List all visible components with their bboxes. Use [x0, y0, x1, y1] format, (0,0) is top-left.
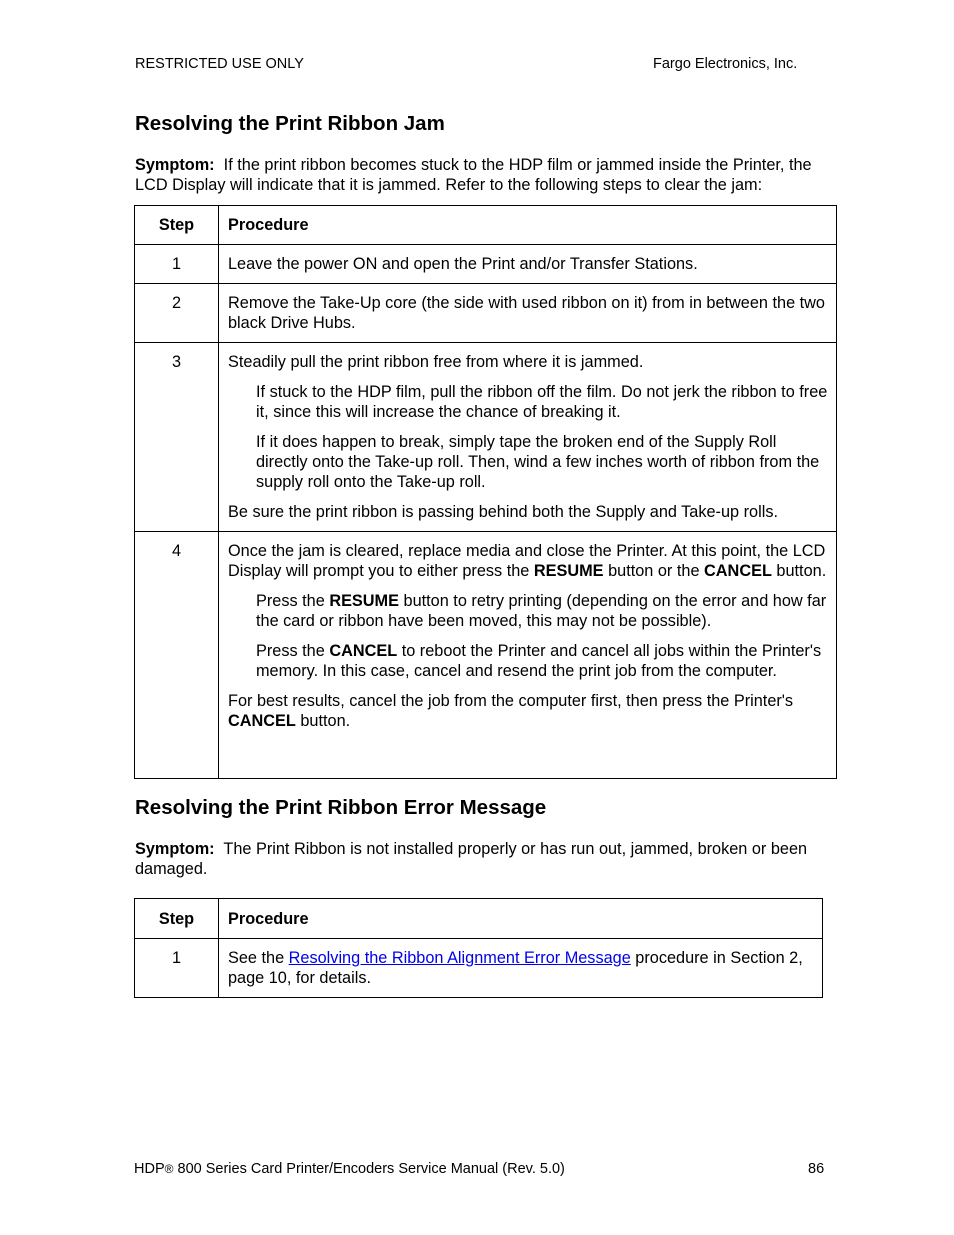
table-row: [135, 532, 837, 779]
ribbon-alignment-error-link[interactable]: Resolving the Ribbon Alignment Error Message: [288, 949, 631, 967]
procedure-note: Be sure the print ribbon is passing behind both the Supply and Take-up rolls.: [228, 503, 778, 521]
procedure-subtext: If it does happen to break, simply tape the broken end of the Supply Roll directly onto the Take-up roll. Then, wind a few inches worth of ribbon from the supply roll onto the Take-up roll.: [256, 433, 820, 491]
symptom-label: Symptom:: [135, 840, 215, 858]
footer-manual-title: HDP® 800 Series Card Printer/Encoders Service Manual (Rev. 5.0): [134, 1161, 565, 1177]
table-row: [135, 343, 837, 532]
table-row: [135, 939, 823, 998]
procedure-text: See the Resolving the Ribbon Alignment Error Message procedure in Section 2, page 10, for details.: [228, 949, 803, 987]
step-number: 4: [171, 542, 182, 560]
header-company: Fargo Electronics, Inc.: [653, 56, 798, 72]
symptom-label: Symptom:: [135, 156, 215, 174]
step-number: 2: [171, 294, 182, 312]
column-header-procedure: Procedure: [219, 206, 837, 245]
section-title-ribbon-error: Resolving the Print Ribbon Error Message: [135, 796, 547, 819]
symptom-ribbon-error: [135, 839, 835, 879]
resume-keyword: RESUME: [533, 562, 604, 580]
column-header-step: Step: [135, 206, 219, 245]
symptom-ribbon-jam: [135, 155, 835, 195]
cancel-keyword: CANCEL: [704, 562, 772, 580]
header-restricted-notice: RESTRICTED USE ONLY: [135, 56, 304, 72]
step-number: 1: [171, 255, 182, 273]
table-header-row: [135, 899, 823, 939]
table-row: [135, 245, 837, 284]
procedure-text: Leave the power ON and open the Print and/or Transfer Stations.: [228, 255, 698, 273]
registered-mark: ®: [164, 1162, 174, 1176]
procedure-table-ribbon-jam: [134, 205, 837, 779]
step-number: 3: [171, 353, 182, 371]
procedure-note: For best results, cancel the job from the computer first, then press the Printer's CANCEL button.: [228, 692, 794, 730]
procedure-subtext: Press the RESUME button to retry printing (depending on the error and how far the card or ribbon have been moved, this may not be possible).: [256, 592, 827, 630]
procedure-text: Steadily pull the print ribbon free from where it is jammed.: [228, 353, 644, 371]
table-header-row: [135, 206, 837, 245]
procedure-subtext: If stuck to the HDP film, pull the ribbon off the film. Do not jerk the ribbon to free it, since this will increase the chance of breaking it.: [256, 383, 828, 421]
step-number: 1: [171, 949, 182, 967]
column-header-step: Step: [135, 899, 219, 939]
table-row: [135, 284, 837, 343]
procedure-text: Remove the Take-Up core (the side with used ribbon on it) from in between the two black Drive Hubs.: [228, 294, 825, 332]
symptom-text: If the print ribbon becomes stuck to the HDP film or jammed inside the Printer, the LCD Display will indicate that it is jammed. Refer to the following steps to clear the jam:: [135, 156, 812, 194]
cancel-keyword: CANCEL: [329, 642, 398, 660]
column-header-procedure: Procedure: [219, 899, 823, 939]
resume-keyword: RESUME: [329, 592, 399, 610]
symptom-text: The Print Ribbon is not installed properly or has run out, jammed, broken or been damaged.: [135, 840, 808, 878]
procedure-text: Once the jam is cleared, replace media and close the Printer. At this point, the LCD Display will prompt you to either press the RESUME button or the CANCEL button.: [228, 542, 827, 580]
cancel-keyword: CANCEL: [228, 712, 296, 730]
page-number: 86: [808, 1161, 825, 1177]
procedure-table-ribbon-error: [134, 898, 823, 998]
procedure-subtext: Press the CANCEL to reboot the Printer and cancel all jobs within the Printer's memory. In this case, cancel and resend the print job from the computer.: [256, 642, 822, 680]
section-title-ribbon-jam: Resolving the Print Ribbon Jam: [135, 112, 445, 135]
